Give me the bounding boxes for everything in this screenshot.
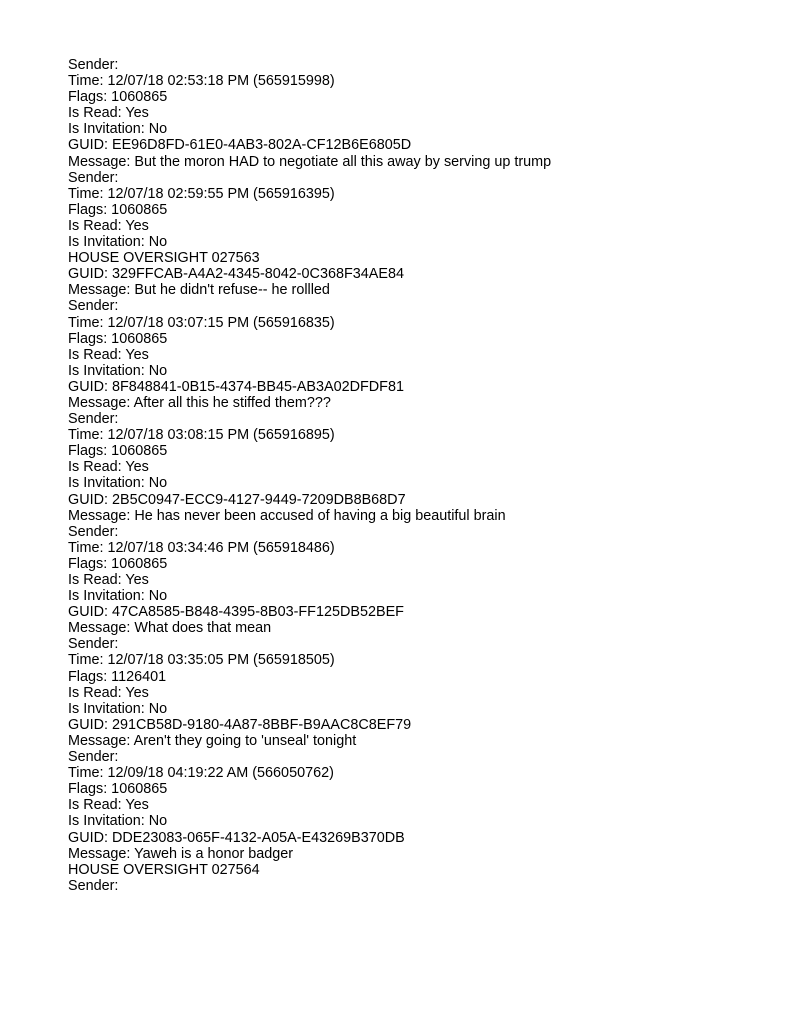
guid-line: GUID: 47CA8585-B848-4395-8B03-FF125DB52BEF: [68, 604, 404, 621]
page-footer-bates: HOUSE OVERSIGHT 027563: [68, 250, 260, 267]
is-invitation-line: Is Invitation: No: [68, 475, 168, 492]
is-invitation-line: Is Invitation: No: [68, 813, 168, 830]
flags-line: Flags: 1126401: [68, 668, 167, 685]
time-line: Time: 12/09/18 04:19:22 AM (566050762): [68, 765, 334, 782]
is-read-line: Is Read: Yes: [68, 217, 149, 234]
sender-line: Sender:: [68, 57, 119, 73]
message-log-document: [68, 57, 768, 894]
flags-line: Flags: 1060865: [68, 201, 168, 218]
message-line: Message: But the moron HAD to negotiate all this away by serving up trump: [68, 153, 552, 170]
message-line: Message: He has never been accused of having a big beautiful brain: [68, 507, 506, 524]
guid-line: GUID: DDE23083-065F-4132-A05A-E43269B370DB: [68, 829, 405, 846]
is-read-line: Is Read: Yes: [68, 684, 149, 701]
message-line: Message: But he didn't refuse-- he rollled: [68, 282, 330, 299]
time-line: Time: 12/07/18 03:08:15 PM (565916895): [68, 427, 335, 444]
is-invitation-line: Is Invitation: No: [68, 588, 168, 605]
time-line: Time: 12/07/18 03:34:46 PM (565918486): [68, 539, 335, 556]
is-invitation-line: Is Invitation: No: [68, 362, 168, 379]
guid-line: GUID: 329FFCAB-A4A2-4345-8042-0C368F34AE84: [68, 266, 404, 283]
time-line: Time: 12/07/18 02:59:55 PM (565916395): [68, 185, 335, 202]
flags-line: Flags: 1060865: [68, 555, 168, 572]
guid-line: GUID: 291CB58D-9180-4A87-8BBF-B9AAC8C8EF79: [68, 716, 412, 733]
flags-line: Flags: 1060865: [68, 443, 168, 460]
flags-line: Flags: 1060865: [68, 781, 168, 798]
message-line: Message: After all this he stiffed them???: [68, 394, 331, 411]
message-line: Message: What does that mean: [68, 620, 272, 637]
is-read-line: Is Read: Yes: [68, 459, 149, 476]
is-read-line: Is Read: Yes: [68, 797, 149, 814]
is-invitation-line: Is Invitation: No: [68, 234, 168, 251]
flags-line: Flags: 1060865: [68, 89, 168, 106]
time-line: Time: 12/07/18 02:53:18 PM (565915998): [68, 73, 335, 90]
is-read-line: Is Read: Yes: [68, 346, 149, 363]
time-line: Time: 12/07/18 03:07:15 PM (565916835): [68, 314, 335, 331]
sender-line: Sender:: [68, 636, 119, 653]
sender-line: Sender:: [68, 169, 119, 186]
is-invitation-line: Is Invitation: No: [68, 121, 168, 138]
sender-line: Sender:: [68, 411, 119, 428]
message-line: Message: Aren't they going to 'unseal' tonight: [68, 732, 357, 749]
sender-line: Sender:: [68, 877, 119, 894]
flags-line: Flags: 1060865: [68, 330, 168, 347]
sender-line: Sender:: [68, 523, 119, 540]
guid-line: GUID: 2B5C0947-ECC9-4127-9449-7209DB8B68D7: [68, 491, 406, 508]
page-footer-bates: HOUSE OVERSIGHT 027564: [68, 861, 260, 878]
guid-line: GUID: EE96D8FD-61E0-4AB3-802A-CF12B6E6805D: [68, 137, 412, 154]
sender-line: Sender:: [68, 749, 119, 766]
time-line: Time: 12/07/18 03:35:05 PM (565918505): [68, 652, 335, 669]
is-invitation-line: Is Invitation: No: [68, 700, 168, 717]
guid-line: GUID: 8F848841-0B15-4374-BB45-AB3A02DFDF81: [68, 378, 404, 395]
message-line: Message: Yaweh is a honor badger: [68, 845, 294, 862]
is-read-line: Is Read: Yes: [68, 105, 149, 122]
is-read-line: Is Read: Yes: [68, 572, 149, 588]
sender-line: Sender:: [68, 298, 119, 315]
